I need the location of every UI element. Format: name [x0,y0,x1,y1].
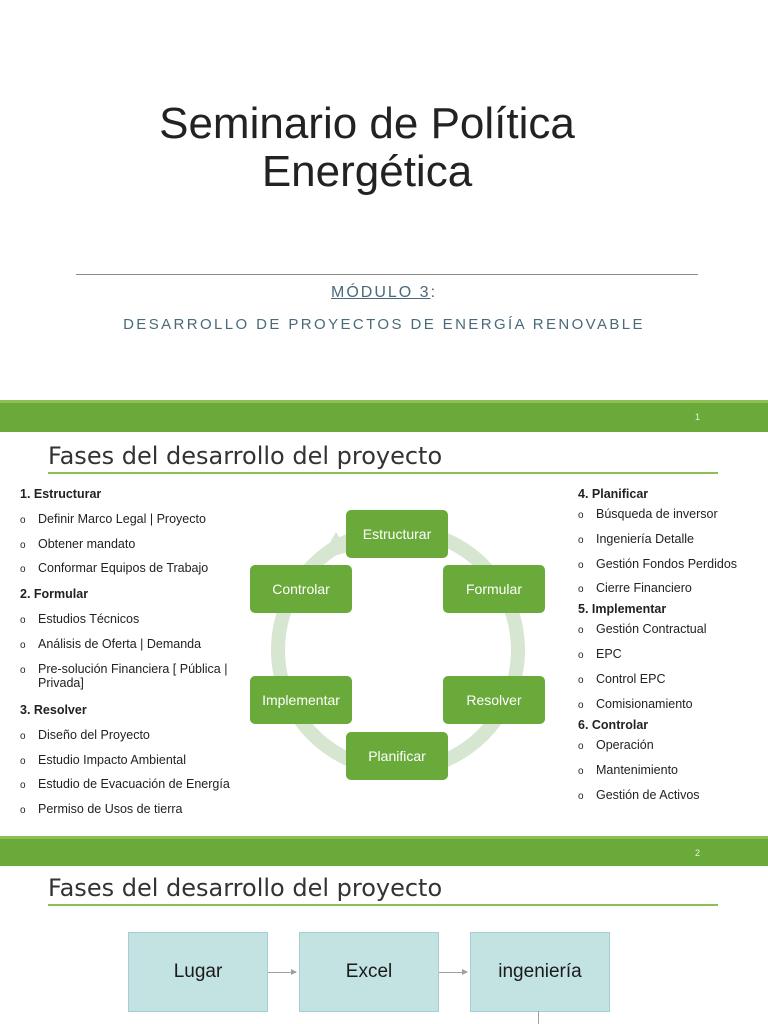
bullet-icon: o [578,510,584,521]
list-text: Definir Marco Legal | Proyecto [38,512,206,526]
cycle-step-controlar: Controlar [250,565,352,613]
list-text: Control EPC [596,672,666,686]
list-text: Conformar Equipos de Trabajo [38,561,209,575]
phase-heading [578,718,748,732]
bullet-icon: o [578,625,584,636]
list-text: Cierre Financiero [596,581,692,595]
phase-task [578,763,766,777]
cycle-step-implementar: Implementar [250,676,352,724]
flow-slide [0,866,768,1024]
list-text: 2. Formular [20,587,89,601]
list-text: Estudios Técnicos [38,612,140,626]
phases-slide [0,432,768,836]
flow-step-ingenieria: ingeniería [470,932,610,1012]
presentation-title [0,100,734,196]
list-text: 3. Resolver [20,703,87,717]
phase-heading [20,587,220,601]
list-text: 6. Controlar [578,718,649,732]
flow-arrow-1 [268,972,296,973]
bullet-icon: o [578,560,584,571]
list-text: Gestión Fondos Perdidos [596,557,738,571]
bullet-icon: o [20,665,26,676]
page-number: 1 [694,412,700,422]
title-line-2: Energética [261,147,473,196]
phase-task [578,697,766,711]
phase-task [20,662,238,690]
bullet-icon: o [20,756,26,767]
cycle-step-estructurar: Estructurar [346,510,448,558]
bullet-icon: o [578,791,584,802]
module-subtitle: DESARROLLO DE PROYECTOS DE ENERGÍA RENOVABLE [123,316,645,333]
phase-task [20,728,238,742]
cycle-step-planificar: Planificar [346,732,448,780]
right-phase-list [578,432,768,832]
phase-task [578,788,766,802]
phase-heading [578,602,748,616]
bullet-icon: o [578,741,584,752]
list-text: 4. Planificar [578,487,649,501]
bullet-icon: o [20,515,26,526]
title-slide [0,0,768,400]
module-label [0,284,768,302]
flow-arrow-2 [439,972,467,973]
phase-task [578,738,766,752]
list-text: Comisionamiento [596,697,693,711]
phase-task [20,637,238,651]
phase-task [578,581,766,595]
list-text: Pre-solución Financiera [ Pública | Privada] [38,662,228,690]
bullet-icon: o [20,540,26,551]
page-number: 2 [694,848,700,858]
list-text: Operación [596,738,654,752]
bullet-icon: o [20,780,26,791]
bullet-icon: o [578,584,584,595]
list-text: Estudio de Evacuación de Energía [38,777,230,791]
phase-task [20,561,238,575]
phase-task [578,557,766,571]
phase-task [578,507,766,521]
phase-task [20,777,238,791]
phase-task [578,672,766,686]
slide-title: Fases del desarrollo del proyecto [48,442,443,470]
bullet-icon: o [578,650,584,661]
phase-heading [20,487,220,501]
module-colon: : [430,284,438,301]
list-text: Búsqueda de inversor [596,507,718,521]
bullet-icon: o [578,675,584,686]
bullet-icon: o [578,766,584,777]
left-phase-list [20,432,250,832]
phase-task [578,647,766,661]
list-text: 1. Estructurar [20,487,102,501]
list-text: Gestión de Activos [596,788,700,802]
phase-task [578,532,766,546]
title-line-1: Seminario de Política [159,99,575,148]
bullet-icon: o [20,731,26,742]
cycle-step-formular: Formular [443,565,545,613]
bullet-icon: o [20,564,26,575]
phase-task [20,612,238,626]
cycle-step-resolver: Resolver [443,676,545,724]
slide-separator-2 [0,836,768,866]
list-text: Mantenimiento [596,763,678,777]
bullet-icon: o [20,640,26,651]
module-link[interactable]: MÓDULO 3 [330,284,431,301]
phase-task [578,622,766,636]
list-text: Obtener mandato [38,537,136,551]
list-text: Permiso de Usos de tierra [38,802,183,816]
flow-step-excel: Excel [299,932,439,1012]
list-text: Ingeniería Detalle [596,532,694,546]
bullet-icon: o [20,615,26,626]
list-text: 5. Implementar [578,602,667,616]
slide-title: Fases del desarrollo del proyecto [48,874,443,902]
phase-heading [20,703,220,717]
phase-task [20,753,238,767]
title-underline [48,904,718,906]
phase-task [20,512,238,526]
bullet-icon: o [578,535,584,546]
phase-task [20,802,238,816]
list-text: Diseño del Proyecto [38,728,150,742]
phase-heading [578,487,748,501]
list-text: Análisis de Oferta | Demanda [38,637,202,651]
list-text: EPC [596,647,622,661]
list-text: Gestión Contractual [596,622,707,636]
flow-step-lugar: Lugar [128,932,268,1012]
flow-connector-down [538,1011,539,1024]
slide-separator-1 [0,400,768,432]
list-text: Estudio Impacto Ambiental [38,753,186,767]
title-divider [76,274,698,275]
bullet-icon: o [578,700,584,711]
bullet-icon: o [20,805,26,816]
phase-task [20,537,238,551]
